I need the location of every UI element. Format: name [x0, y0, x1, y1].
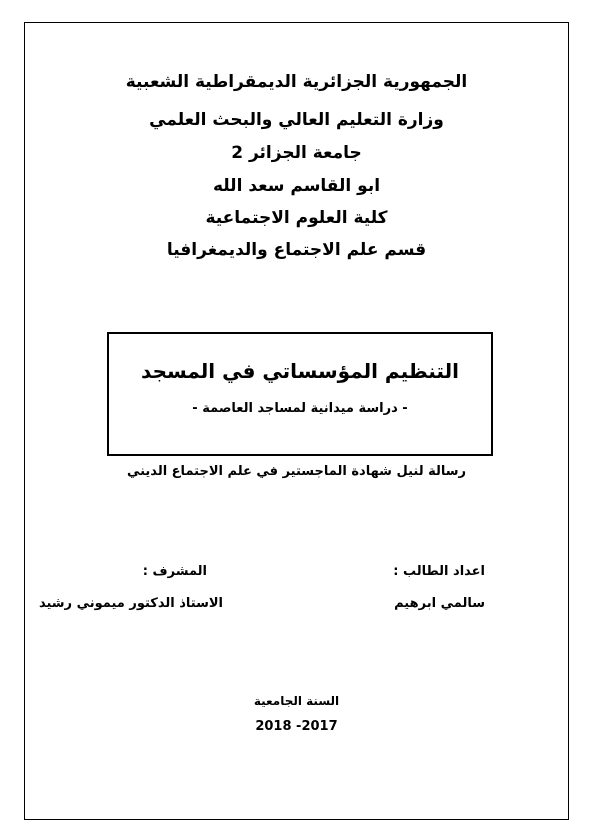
- ministry-heading: وزارة التعليم العالي والبحث العلمي: [149, 110, 444, 130]
- university-heading: جامعة الجزائر 2: [231, 143, 362, 163]
- thesis-subtitle: - دراسة ميدانية لمساجد العاصمة -: [192, 401, 408, 416]
- department-heading: قسم علم الاجتماع والديمغرافيا: [166, 240, 427, 260]
- supervisor-name: الاستاذ الدكتور ميموني رشيد: [38, 596, 223, 611]
- thesis-statement: رسالة لنيل شهادة الماجستير في علم الاجتماع الديني: [126, 464, 467, 479]
- title-box: [107, 332, 493, 456]
- thesis-title: التنظيم المؤسساتي في المسجد: [141, 359, 459, 383]
- republic-heading: الجمهورية الجزائرية الديمقراطية الشعبية: [125, 72, 468, 92]
- academic-year-value: 2017- 2018: [255, 719, 338, 734]
- faculty-heading: كلية العلوم الاجتماعية: [205, 208, 388, 228]
- student-name: سالمي ابرهيم: [394, 596, 485, 611]
- student-label: اعداد الطالب :: [393, 564, 485, 579]
- university-name-heading: ابو القاسم سعد الله: [212, 176, 381, 196]
- supervisor-label: المشرف :: [142, 564, 207, 579]
- academic-year-label: السنة الجامعية: [253, 694, 340, 708]
